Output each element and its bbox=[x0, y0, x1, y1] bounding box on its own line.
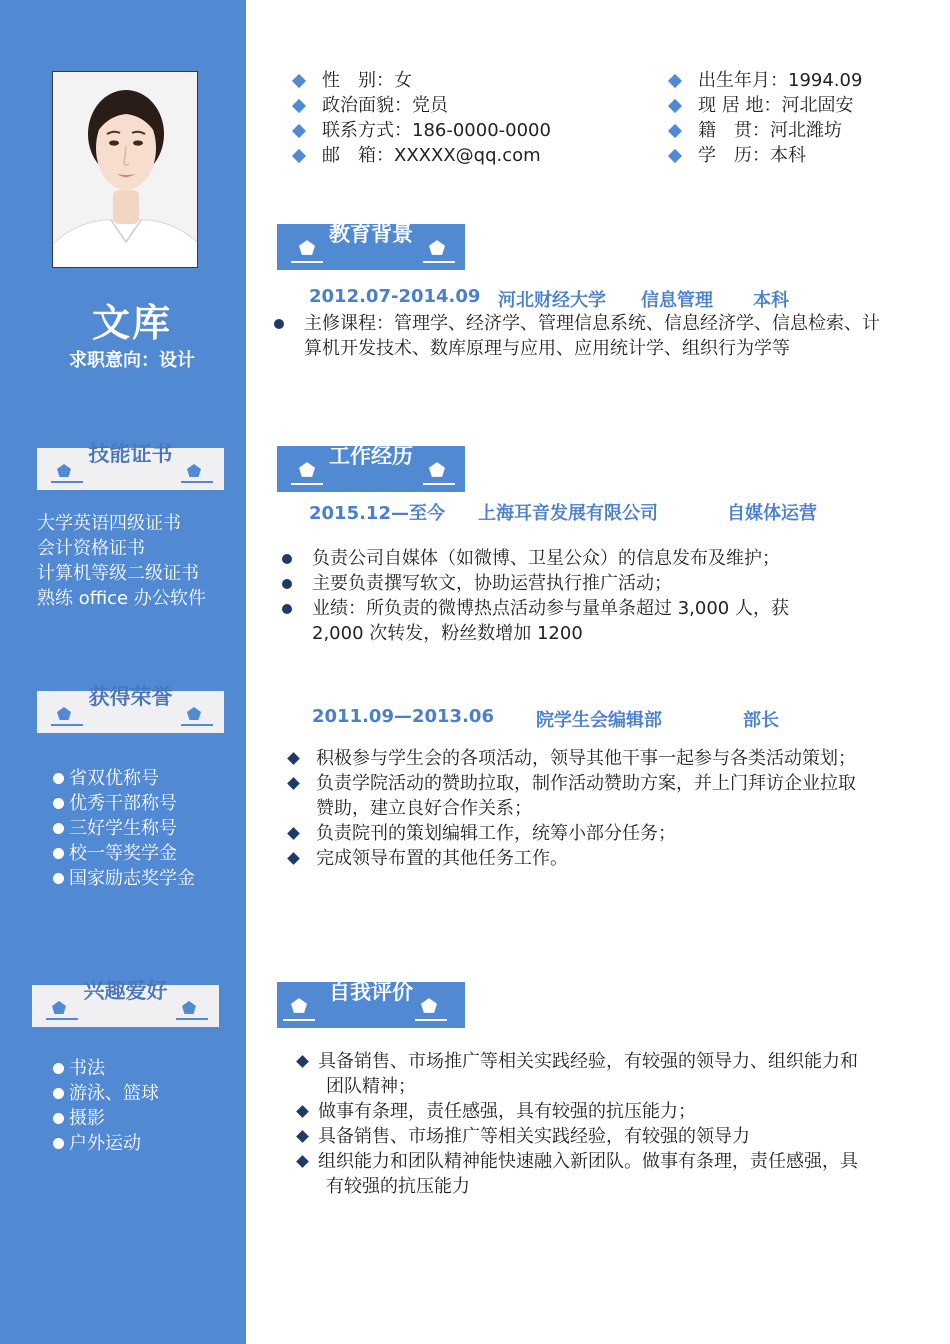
list-item: 户外运动 bbox=[37, 1131, 159, 1156]
heading-underline bbox=[181, 481, 213, 483]
diamond-icon bbox=[292, 74, 306, 88]
pentagon-icon bbox=[429, 240, 445, 255]
job1-period: 2015.12—至今 bbox=[309, 503, 445, 524]
list-item: 三好学生称号 bbox=[37, 816, 195, 841]
info-row: 政治面貌：党员 bbox=[290, 93, 551, 118]
info-row: 出生年月：1994.09 bbox=[666, 68, 862, 93]
info-row: 联系方式：186-0000-0000 bbox=[290, 118, 551, 143]
heading-underline bbox=[51, 481, 83, 483]
heading-underline bbox=[176, 1018, 208, 1020]
heading-underline bbox=[291, 483, 323, 485]
personal-info-left bbox=[290, 68, 551, 168]
pentagon-icon bbox=[421, 998, 437, 1013]
job2-period: 2011.09—2013.06 bbox=[312, 706, 494, 727]
list-item: 主修课程：管理学、经济学、管理信息系统、信息经济学、信息检索、计 算机开发技术、数库原理与应用、应用统计学、组织行为学等 bbox=[272, 311, 880, 361]
job1-duties bbox=[280, 546, 789, 646]
sidebar bbox=[0, 0, 246, 1344]
list-item: 游泳、篮球 bbox=[37, 1081, 159, 1106]
job-intent: 求职意向：设计 bbox=[69, 350, 195, 371]
list-item: 书法 bbox=[37, 1056, 159, 1081]
list-item: 完成领导布置的其他任务工作。 bbox=[286, 846, 856, 871]
heading-underline bbox=[423, 261, 455, 263]
education-heading bbox=[277, 224, 465, 270]
job2-duties bbox=[286, 746, 856, 871]
heading-underline bbox=[423, 483, 455, 485]
list-item: 积极参与学生会的各项活动，领导其他干事一起参与各类活动策划； bbox=[286, 746, 856, 771]
honors-title: 获得荣誉 bbox=[88, 685, 173, 709]
list-item: 做事有条理，责任感强，具有较强的抗压能力； bbox=[296, 1099, 858, 1124]
hobbies-heading bbox=[32, 979, 219, 1027]
diamond-icon bbox=[668, 149, 682, 163]
education-major: 信息管理 bbox=[641, 290, 713, 311]
list-item: 负责院刊的策划编辑工作，统筹小部分任务； bbox=[286, 821, 856, 846]
work-heading bbox=[277, 446, 465, 492]
job1-entry-head bbox=[0, 499, 950, 523]
list-item: 业绩：所负责的微博热点活动参与量单条超过 3,000 人，获 2,000 次转发，粉丝数增加 1200 bbox=[280, 596, 789, 646]
education-degree: 本科 bbox=[753, 290, 789, 311]
skills-title: 技能证书 bbox=[88, 442, 173, 466]
honors-list bbox=[37, 766, 195, 891]
candidate-name: 文库 bbox=[91, 301, 172, 345]
hobbies-list bbox=[37, 1056, 159, 1156]
pentagon-icon bbox=[429, 462, 445, 477]
heading-underline bbox=[415, 1019, 447, 1021]
skills-heading bbox=[37, 442, 224, 490]
list-item: 省双优称号 bbox=[37, 766, 195, 791]
self-eval-list bbox=[296, 1049, 858, 1199]
diamond-icon bbox=[668, 74, 682, 88]
list-item: 组织能力和团队精神能快速融入新团队。做事有条理，责任感强，具 有较强的抗压能力 bbox=[296, 1149, 858, 1199]
info-row: 现 居 地：河北固安 bbox=[666, 93, 862, 118]
job1-role: 自媒体运营 bbox=[727, 503, 817, 524]
heading-underline bbox=[46, 1018, 78, 1020]
diamond-icon bbox=[668, 124, 682, 138]
list-item: 熟练 office 办公软件 bbox=[37, 588, 206, 609]
job2-role: 部长 bbox=[743, 710, 779, 731]
list-item: 计算机等级二级证书 bbox=[37, 563, 199, 584]
list-item: 校一等奖学金 bbox=[37, 841, 195, 866]
pentagon-icon bbox=[182, 1001, 196, 1014]
list-item: 国家励志奖学金 bbox=[37, 866, 195, 891]
pentagon-icon bbox=[187, 464, 201, 477]
info-row: 性 别：女 bbox=[290, 68, 551, 93]
self-eval-heading bbox=[277, 982, 465, 1028]
work-title: 工作经历 bbox=[329, 444, 413, 468]
hobbies-title: 兴趣爱好 bbox=[83, 979, 168, 1003]
education-entry-head bbox=[0, 286, 950, 310]
personal-info-right bbox=[666, 68, 862, 168]
list-item: 优秀干部称号 bbox=[37, 791, 195, 816]
list-item: 负责学院活动的赞助拉取，制作活动赞助方案，并上门拜访企业拉取 赞助，建立良好合作关系； bbox=[286, 771, 856, 821]
info-row: 学 历：本科 bbox=[666, 143, 862, 168]
job1-company: 上海耳音发展有限公司 bbox=[478, 503, 658, 524]
list-item: 具备销售、市场推广等相关实践经验，有较强的领导力、组织能力和 团队精神； bbox=[296, 1049, 858, 1099]
info-row: 籍 贯：河北潍坊 bbox=[666, 118, 862, 143]
list-item: 负责公司自媒体（如微博、卫星公众）的信息发布及维护； bbox=[280, 546, 789, 571]
heading-underline bbox=[291, 261, 323, 263]
pentagon-icon bbox=[299, 462, 315, 477]
education-school: 河北财经大学 bbox=[498, 290, 606, 311]
list-item: 摄影 bbox=[37, 1106, 159, 1131]
diamond-icon bbox=[292, 99, 306, 113]
self-eval-title: 自我评价 bbox=[329, 980, 413, 1004]
job2-company: 院学生会编辑部 bbox=[536, 710, 662, 731]
job2-entry-head bbox=[0, 706, 950, 730]
diamond-icon bbox=[292, 124, 306, 138]
profile-photo bbox=[52, 71, 198, 268]
education-title: 教育背景 bbox=[329, 222, 413, 246]
list-item: 主要负责撰写软文，协助运营执行推广活动； bbox=[280, 571, 789, 596]
diamond-icon bbox=[668, 99, 682, 113]
pentagon-icon bbox=[291, 998, 307, 1013]
pentagon-icon bbox=[52, 1001, 66, 1014]
list-item: 会计资格证书 bbox=[37, 538, 145, 559]
info-row: 邮 箱：XXXXX@qq.com bbox=[290, 143, 551, 168]
portrait-image bbox=[53, 72, 198, 268]
pentagon-icon bbox=[57, 464, 71, 477]
pentagon-icon bbox=[299, 240, 315, 255]
education-courses bbox=[272, 311, 880, 361]
skills-list bbox=[37, 511, 206, 611]
diamond-icon bbox=[292, 149, 306, 163]
list-item: 大学英语四级证书 bbox=[37, 513, 181, 534]
education-period: 2012.07-2014.09 bbox=[309, 286, 481, 307]
list-item: 具备销售、市场推广等相关实践经验，有较强的领导力 bbox=[296, 1124, 858, 1149]
heading-underline bbox=[283, 1019, 315, 1021]
